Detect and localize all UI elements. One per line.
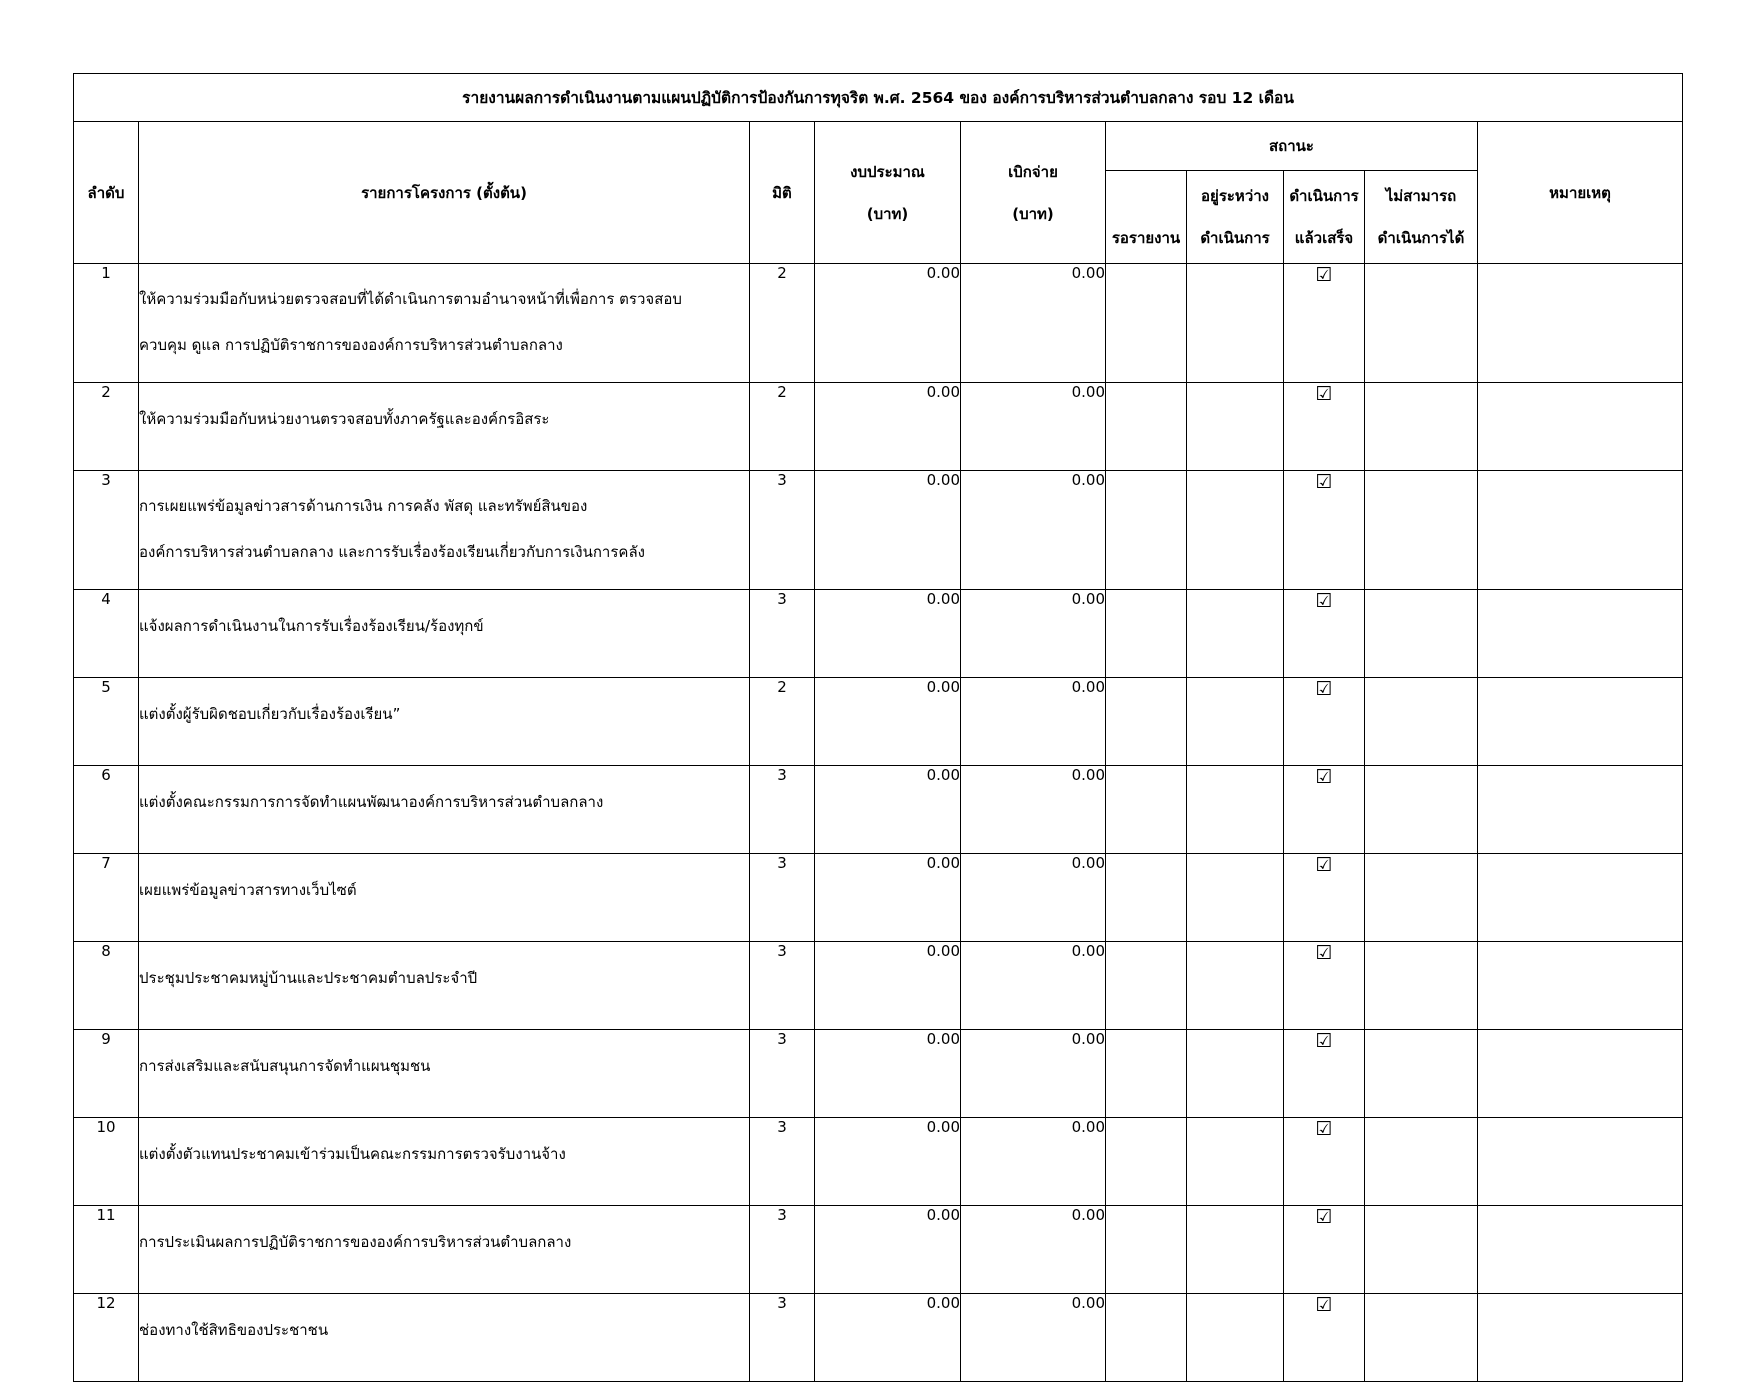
row-spent: 0.00 [961,471,1106,590]
row-project [139,1294,750,1382]
header-order: ลำดับ [74,122,139,264]
row-dimension: 3 [750,1294,815,1382]
row-dimension: 2 [750,678,815,766]
status-waiting-cell [1106,766,1187,854]
row-number: 6 [74,766,139,854]
row-remark [1478,383,1683,471]
row-number: 9 [74,1030,139,1118]
header-budget-line1: งบประมาณ [850,162,925,181]
checkbox-checked-icon: ☑ [1315,590,1333,612]
row-number: 2 [74,383,139,471]
row-remark [1478,264,1683,383]
row-number: 5 [74,678,139,766]
row-remark [1478,471,1683,590]
row-remark [1478,1294,1683,1382]
row-budget: 0.00 [815,1206,961,1294]
row-project [139,1118,750,1206]
status-done-cell [1284,1030,1365,1118]
table-row [74,264,1683,383]
header-remark: หมายเหตุ [1478,122,1683,264]
header-status-done-line1: ดำเนินการ [1289,187,1359,205]
row-dimension: 3 [750,471,815,590]
row-budget: 0.00 [815,383,961,471]
status-waiting-cell [1106,1294,1187,1382]
row-project-line2: ควบคุม ดูแล การปฏิบัติราชการขององค์การบริหารส่วนตำบลกลาง [139,336,563,354]
row-dimension: 3 [750,942,815,1030]
status-unable-cell [1365,1030,1478,1118]
row-budget: 0.00 [815,678,961,766]
header-status-unable-line1: ไม่สามารถ [1385,187,1457,205]
row-budget: 0.00 [815,1030,961,1118]
row-dimension: 3 [750,1118,815,1206]
row-remark [1478,1206,1683,1294]
status-inprogress-cell [1187,264,1284,383]
row-dimension: 2 [750,383,815,471]
header-status-inprogress-line1: อยู่ระหว่าง [1201,187,1269,205]
header-status-waiting-label: รอรายงาน [1111,229,1181,247]
row-spent: 0.00 [961,264,1106,383]
table-body [74,264,1683,1382]
row-number: 3 [74,471,139,590]
table-row [74,766,1683,854]
status-waiting-cell [1106,383,1187,471]
table-row [74,678,1683,766]
header-status-done-line2: แล้วเสร็จ [1294,229,1354,247]
table-row [74,1118,1683,1206]
row-project [139,264,750,383]
row-spent: 0.00 [961,678,1106,766]
status-unable-cell [1365,264,1478,383]
row-budget: 0.00 [815,1118,961,1206]
row-dimension: 3 [750,854,815,942]
status-done-cell [1284,471,1365,590]
checkbox-checked-icon: ☑ [1315,854,1333,876]
row-spent: 0.00 [961,942,1106,1030]
row-spent: 0.00 [961,1030,1106,1118]
row-project [139,678,750,766]
row-number: 1 [74,264,139,383]
table-row [74,383,1683,471]
row-remark [1478,854,1683,942]
row-remark [1478,590,1683,678]
checkbox-checked-icon: ☑ [1315,1206,1333,1228]
row-number: 7 [74,854,139,942]
checkbox-checked-icon: ☑ [1315,383,1333,405]
status-waiting-cell [1106,471,1187,590]
row-spent: 0.00 [961,1294,1106,1382]
status-done-cell [1284,264,1365,383]
status-waiting-cell [1106,942,1187,1030]
header-status-inprogress [1187,171,1284,264]
header-budget-line2: (บาท) [866,204,909,223]
status-unable-cell [1365,383,1478,471]
header-status-unable [1365,171,1478,264]
header-dimension: มิติ [750,122,815,264]
status-done-cell [1284,942,1365,1030]
row-number: 4 [74,590,139,678]
row-budget: 0.00 [815,942,961,1030]
row-project [139,1030,750,1118]
status-waiting-cell [1106,678,1187,766]
status-unable-cell [1365,678,1478,766]
row-project-line1: การเผยแพร่ข้อมูลข่าวสารด้านการเงิน การคลัง พัสดุ และทรัพย์สินของ [139,497,588,515]
status-done-cell [1284,766,1365,854]
checkbox-checked-icon: ☑ [1315,942,1333,964]
row-number: 12 [74,1294,139,1382]
header-status-done [1284,171,1365,264]
row-project [139,766,750,854]
status-unable-cell [1365,942,1478,1030]
status-inprogress-cell [1187,383,1284,471]
status-done-cell [1284,590,1365,678]
row-budget: 0.00 [815,590,961,678]
status-inprogress-cell [1187,766,1284,854]
row-project-line1: การส่งเสริมและสนับสนุนการจัดทำแผนชุมชน [139,1057,431,1075]
checkbox-checked-icon: ☑ [1315,264,1333,286]
report-table [73,73,1683,1382]
status-inprogress-cell [1187,942,1284,1030]
row-spent: 0.00 [961,383,1106,471]
row-project-line1: ประชุมประชาคมหมู่บ้านและประชาคมตำบลประจำปี [139,969,478,987]
row-project [139,854,750,942]
row-spent: 0.00 [961,854,1106,942]
row-budget: 0.00 [815,264,961,383]
row-project-line1: ให้ความร่วมมือกับหน่วยตรวจสอบที่ได้ดำเนินการตามอำนาจหน้าที่เพื่อการ ตรวจสอบ [139,290,682,308]
table-row [74,471,1683,590]
status-done-cell [1284,678,1365,766]
checkbox-checked-icon: ☑ [1315,766,1333,788]
status-unable-cell [1365,471,1478,590]
row-spent: 0.00 [961,590,1106,678]
status-inprogress-cell [1187,854,1284,942]
status-done-cell [1284,1206,1365,1294]
status-waiting-cell [1106,590,1187,678]
checkbox-checked-icon: ☑ [1315,678,1333,700]
checkbox-checked-icon: ☑ [1315,1294,1333,1316]
status-inprogress-cell [1187,1294,1284,1382]
row-project-line1: ให้ความร่วมมือกับหน่วยงานตรวจสอบทั้งภาครัฐและองค์กรอิสระ [139,410,550,428]
row-budget: 0.00 [815,766,961,854]
header-status-inprogress-line2: ดำเนินการ [1200,229,1270,247]
row-number: 8 [74,942,139,1030]
status-waiting-cell [1106,264,1187,383]
row-project [139,1206,750,1294]
header-status-unable-line2: ดำเนินการได้ [1377,229,1465,247]
row-budget: 0.00 [815,854,961,942]
status-done-cell [1284,1118,1365,1206]
header-spent [961,122,1106,264]
checkbox-checked-icon: ☑ [1315,471,1333,493]
status-unable-cell [1365,590,1478,678]
checkbox-checked-icon: ☑ [1315,1030,1333,1052]
status-inprogress-cell [1187,678,1284,766]
status-inprogress-cell [1187,1206,1284,1294]
row-spent: 0.00 [961,1118,1106,1206]
status-inprogress-cell [1187,1118,1284,1206]
row-spent: 0.00 [961,1206,1106,1294]
status-inprogress-cell [1187,1030,1284,1118]
row-remark [1478,942,1683,1030]
row-remark [1478,766,1683,854]
status-done-cell [1284,1294,1365,1382]
header-spent-line1: เบิกจ่าย [1008,162,1058,181]
header-status: สถานะ [1106,122,1478,171]
row-project-line2: องค์การบริหารส่วนตำบลกลาง และการรับเรื่องร้องเรียนเกี่ยวกับการเงินการคลัง [139,543,645,561]
table-row [74,854,1683,942]
status-unable-cell [1365,1118,1478,1206]
row-project [139,942,750,1030]
status-done-cell [1284,854,1365,942]
status-unable-cell [1365,766,1478,854]
header-spent-line2: (บาท) [1012,204,1054,223]
table-row [74,1030,1683,1118]
row-dimension: 3 [750,590,815,678]
status-inprogress-cell [1187,471,1284,590]
row-project-line1: แต่งตั้งผู้รับผิดชอบเกี่ยวกับเรื่องร้องเรียน” [139,705,401,723]
row-spent: 0.00 [961,766,1106,854]
table-row [74,942,1683,1030]
status-waiting-cell [1106,1206,1187,1294]
status-unable-cell [1365,854,1478,942]
row-project-line1: แต่งตั้งคณะกรรมการการจัดทำแผนพัฒนาองค์การบริหารส่วนตำบลกลาง [139,793,604,811]
status-waiting-cell [1106,854,1187,942]
checkbox-checked-icon: ☑ [1315,1118,1333,1140]
status-done-cell [1284,383,1365,471]
table-row [74,1294,1683,1382]
row-remark [1478,678,1683,766]
row-project-line1: แต่งตั้งตัวแทนประชาคมเข้าร่วมเป็นคณะกรรมการตรวจรับงานจ้าง [139,1145,566,1163]
header-project: รายการโครงการ (ตั้งต้น) [139,122,750,264]
status-inprogress-cell [1187,590,1284,678]
row-number: 11 [74,1206,139,1294]
row-dimension: 3 [750,766,815,854]
row-project-line1: เผยแพร่ข้อมูลข่าวสารทางเว็บไซต์ [139,881,357,899]
row-project [139,383,750,471]
row-budget: 0.00 [815,1294,961,1382]
status-unable-cell [1365,1206,1478,1294]
row-project-line1: การประเมินผลการปฏิบัติราชการขององค์การบริหารส่วนตำบลกลาง [139,1233,572,1251]
row-project [139,590,750,678]
status-unable-cell [1365,1294,1478,1382]
row-dimension: 3 [750,1030,815,1118]
row-project-line1: ช่องทางใช้สิทธิของประชาชน [139,1321,329,1339]
row-remark [1478,1030,1683,1118]
header-budget [815,122,961,264]
row-budget: 0.00 [815,471,961,590]
row-dimension: 3 [750,1206,815,1294]
row-number: 10 [74,1118,139,1206]
row-remark [1478,1118,1683,1206]
table-row [74,1206,1683,1294]
report-title: รายงานผลการดำเนินงานตามแผนปฏิบัติการป้องกันการทุจริต พ.ศ. 2564 ของ องค์การบริหารส่วนตำบลกลาง รอบ 12 เดือน [74,74,1683,122]
status-waiting-cell [1106,1118,1187,1206]
row-dimension: 2 [750,264,815,383]
row-project [139,471,750,590]
header-status-waiting [1106,171,1187,264]
row-project-line1: แจ้งผลการดำเนินงานในการรับเรื่องร้องเรียน/ร้องทุกข์ [139,617,484,635]
status-waiting-cell [1106,1030,1187,1118]
table-row [74,590,1683,678]
